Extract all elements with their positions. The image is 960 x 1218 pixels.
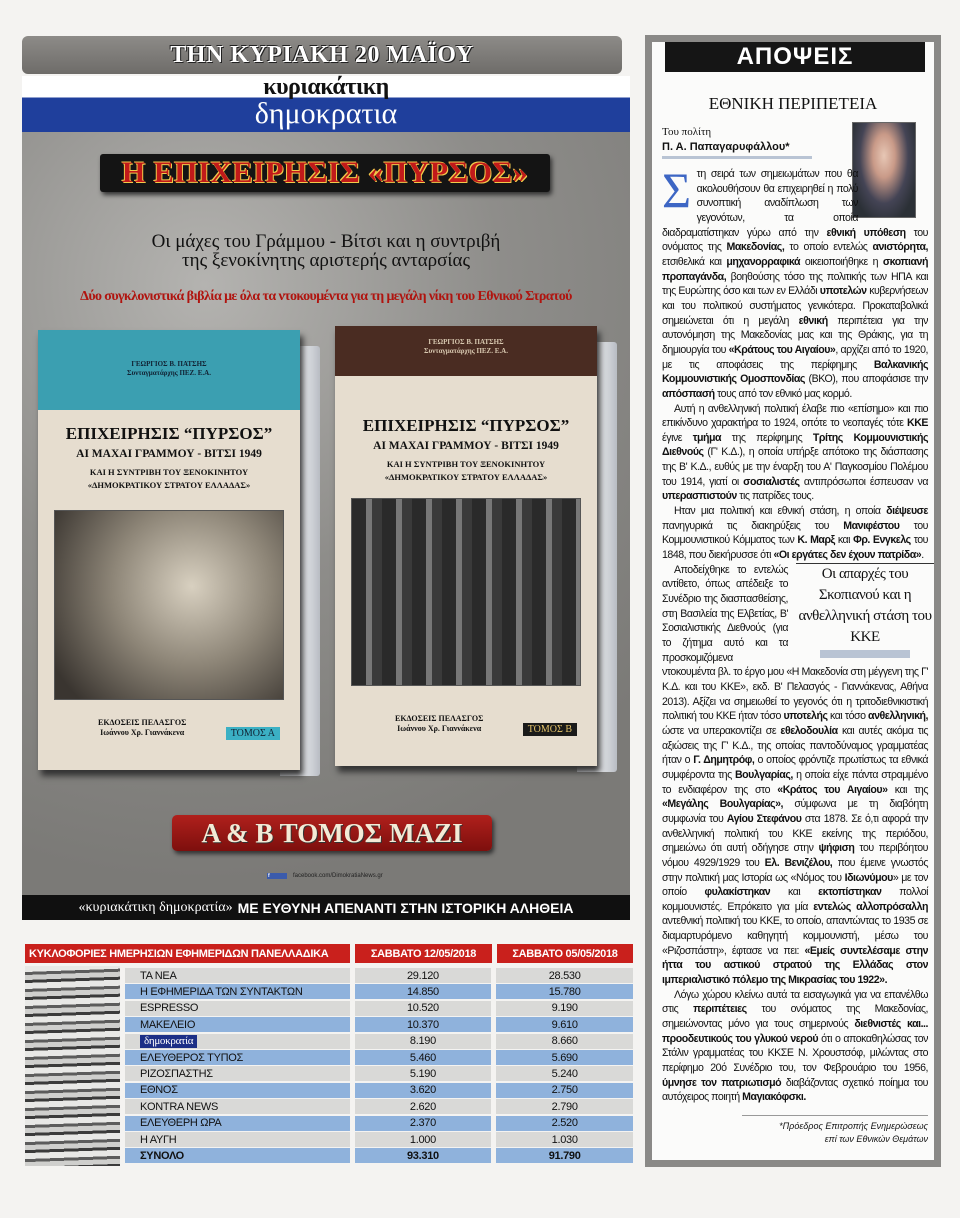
book-cover-volume-b (335, 326, 597, 766)
newspaper-name-text: ΕΛΕΥΘΕΡΗ ΩΡΑ (140, 1117, 222, 1130)
newspaper-name-text: ΕΘΝΟΣ (140, 1084, 178, 1097)
article-paragraph (662, 162, 929, 402)
body-text: στα 1878. Σε ό,τι αφορά την ανθελληνική πολιτική του ΚΚΕ εκείνης της περιόδου, σημειώνω ότι αυτή οδήγησε στην (662, 812, 928, 855)
ad-subtitle (22, 232, 630, 270)
emphasis-text: Βαλκανικής Κομμουνιστικής Ομοσπονδίας (662, 358, 928, 386)
circulation-value-date1 (355, 984, 492, 999)
facebook-link[interactable] (267, 873, 383, 879)
body-text: της περίφημης (721, 431, 813, 444)
emphasis-text: Ελ. Βενιζέλου, (764, 856, 833, 869)
body-text: Λόγω χώρου κλείνω αυτά τα εισαγωγικά για να επανέλθω στις (662, 988, 928, 1016)
book-subtitle: ΑΙ ΜΑΧΑΙ ΓΡΑΜΜΟΥ - ΒΙΤΣΙ 1949 (76, 448, 262, 460)
circulation-value-date1-text: 5.190 (409, 1067, 436, 1080)
circulation-value-date2 (496, 1066, 633, 1081)
publisher-name: ΕΚΔΟΣΕΙΣ ΠΕΛΑΣΓΟΣ (98, 718, 187, 727)
newspaper-name (125, 1148, 350, 1163)
newspaper-name-text: ESPRESSO (140, 1002, 199, 1015)
circulation-value-date1 (355, 1001, 492, 1016)
circulation-value-date1 (355, 1132, 492, 1147)
book-subtitle: ΑΙ ΜΑΧΑΙ ΓΡΑΜΜΟΥ - ΒΙΤΣΙ 1949 (373, 440, 559, 452)
photo-wrap-spacer (858, 167, 928, 221)
circulation-value-date2 (496, 1148, 633, 1163)
body-text: τους από τον εθνικό μας κορμό. (714, 387, 852, 400)
table-row (125, 1148, 633, 1163)
newspaper-stack-image (25, 966, 120, 1166)
emphasis-text: Αγίου Στεφάνου (726, 812, 802, 825)
emphasis-text: μηχανορραφικά (726, 255, 801, 268)
drop-cap: Σ (662, 162, 691, 218)
emphasis-text: ΚΚΕ (907, 417, 928, 430)
emphasis-text: «Κράτος του Αιγαίου» (777, 783, 888, 796)
body-text: και τόσο (827, 710, 869, 723)
emphasis-text: Μακεδονίας, (726, 241, 785, 254)
book-author: ΓΕΩΡΓΙΟΣ Β. ΠΑΤΣΗΣ (131, 360, 207, 368)
footnote-line1: *Πρόεδρος Επιτροπής Ενημερώσεως (779, 1121, 928, 1131)
circulation-value-date1 (355, 1017, 492, 1032)
circulation-value-date2-text: 91.790 (548, 1149, 581, 1162)
newspaper-name (125, 984, 350, 999)
circulation-value-date1 (355, 1083, 492, 1098)
circulation-value-date2-text: 8.660 (551, 1035, 578, 1048)
circulation-value-date2 (496, 1116, 633, 1131)
body-text: του 1848, που διεκήρυσσε ότι (662, 534, 928, 562)
book-author-role: Συνταγματάρχης ΠΕΖ. Ε.Α. (424, 347, 508, 355)
body-text: τις πατρίδες τους. (736, 490, 814, 503)
circulation-value-date1-text: 10.370 (406, 1018, 439, 1031)
pull-quote (796, 563, 934, 658)
emphasis-text: σκοπιανή προπαγάνδα, (662, 255, 928, 283)
body-text: και (770, 886, 819, 899)
newspaper-name-text: ΜΑΚΕΛΕΙΟ (140, 1018, 196, 1031)
newspaper-name-text: ΡΙΖΟΣΠΑΣΤΗΣ (140, 1067, 213, 1080)
emphasis-text: «Κράτους του Αιγαίου» (728, 343, 836, 356)
newspaper-name-text: δημοκρατία (140, 1035, 197, 1048)
emphasis-text: υπερασπιστούν (662, 490, 737, 503)
section-header: ΑΠΟΨΕΙΣ (665, 42, 925, 72)
newspaper-name (125, 1017, 350, 1032)
battle-photo (54, 510, 284, 700)
body-text: ετσιθελικά και (662, 255, 727, 268)
emphasis-text: τμήμα (692, 431, 722, 444)
circulation-value-date2 (496, 968, 633, 983)
body-text: Αποδείχθηκε το εντελώς αντίθετο, όπως απέδειξε το Συνέδριο της διασπασθείσης, στη Βασιλεία της Ελβετίας, Β' Σοσιαλιστικής Διεθνούς (για το ζήτημα αυτό και τα προσκομιζόμενα ντοκουμέντα βλ. το έργο μου «Η Μακεδονία στη μέγγενη της Γ' Κ.Δ. και του ΚΚΕ», εκδ. Β' Πελασγός - Γιαννάκενας, Αθήνα 2013). Αξίζει να σημειωθεί το γεγονός ότι η τριτοδιεθνικιστική πολιτική του ΚΚΕ ήταν τόσο (662, 563, 928, 723)
author-footnote (742, 1115, 928, 1146)
circulation-value-date2 (496, 1001, 633, 1016)
body-text: του ονόματος της (662, 226, 928, 254)
body-text: που έμεινε γνωστός στην πολιτική μας Ιστορία ως «Νόμος του (662, 856, 928, 884)
newspaper-name (125, 1116, 350, 1131)
body-text: διαβάζοντας σχετικό ποίημα του αυτόχειρος ποιητή (662, 1076, 928, 1104)
emphasis-text: «Εμείς συντελέσαμε στην ήττα του αστικού στρατού της Ελλάδας στον ιμπεριαλιστικό πόλεμο της Μικρασίας του 1922». (662, 944, 928, 987)
date-banner-text: ΤΗΝ ΚΥΡΙΑΚΗ 20 ΜΑΪΟΥ (170, 41, 474, 68)
body-text: και αυτές ακόμα τις αξιώσεις της Γ' Κ.Δ., της οποίας παντοδύναμος γραμματέας ήταν ο (662, 724, 928, 767)
body-text: του περιβόητου νόμου 4929/1929 του (662, 842, 928, 869)
body-text: . (921, 549, 924, 562)
book-advertisement (22, 132, 630, 916)
emphasis-text: υποτελής (783, 710, 828, 723)
emphasis-text: Κ. Μαρξ (797, 534, 835, 547)
newspaper-name-text: Η ΕΦΗΜΕΡΙΔΑ ΤΩΝ ΣΥΝΤΑΚΤΩΝ (140, 985, 303, 998)
emphasis-text: ανιστόρητα, (872, 241, 928, 254)
book-cover-volume-a (38, 330, 300, 770)
body-text: έγινε (662, 431, 693, 444)
book-author: ΓΕΩΡΓΙΟΣ Β. ΠΑΤΣΗΣ (428, 338, 504, 346)
newspaper-name-text: Η ΑΥΓΗ (140, 1133, 177, 1146)
emphasis-text: Φρ. Ενγκελς (853, 534, 911, 547)
circulation-value-date1-text: 14.850 (406, 985, 439, 998)
body-text: κυβερνήσεων και του πολιτικού συστήματος γενικότερα. Προκαταβολικά σημειώνεται ότι η μεγάλη (662, 285, 928, 327)
circulation-value-date2 (496, 1099, 633, 1114)
table-row (125, 1001, 633, 1016)
newspaper-name (125, 968, 350, 983)
circulation-value-date2 (496, 1050, 633, 1065)
body-text: Ηταν μια πολιτική και εθνική στάση, η οποία (674, 505, 887, 518)
newspaper-name (125, 1132, 350, 1147)
cover (335, 326, 597, 766)
author-band (335, 326, 597, 376)
opinion-column (645, 35, 941, 1167)
newspaper-name (125, 1099, 350, 1114)
circulation-value-date2 (496, 1017, 633, 1032)
body-text: σύμφωνα με τη διαβόητη συμφωνία του (662, 798, 928, 825)
book-author-role: Συνταγματάρχης ΠΕΖ. Ε.Α. (127, 369, 211, 377)
circulation-value-date1 (355, 1034, 492, 1049)
logo-line2: δημοκρατια (254, 97, 398, 130)
newspaper-name (125, 1001, 350, 1016)
author-name: Π. Α. Παπαγαρυφάλλου* (662, 141, 812, 159)
article-body (662, 162, 932, 1146)
circulation-value-date2-text: 2.520 (551, 1117, 578, 1130)
ad-subtitle-line1: Οι μάχες του Γράμμου - Βίτσι και η συντριβή (151, 231, 501, 252)
book-title: ΕΠΙΧΕΙΡΗΣΙΣ “ΠΥΡΣΟΣ” (65, 424, 273, 443)
newspaper-name-text: ΕΛΕΥΘΕΡΟΣ ΤΥΠΟΣ (140, 1051, 244, 1064)
circulation-value-date1-text: 10.520 (406, 1002, 439, 1015)
circulation-value-date1 (355, 1066, 492, 1081)
circulation-value-date2-text: 5.690 (551, 1051, 578, 1064)
table-row (125, 1116, 633, 1131)
article-title: ΕΘΝΙΚΗ ΠΕΡΙΠΕΤΕΙΑ (708, 94, 878, 113)
circulation-value-date1 (355, 1148, 492, 1163)
emphasis-text: διεθνιστές και... προοδευτικούς του γλυκού νερού (662, 1018, 929, 1045)
cover (38, 330, 300, 770)
emphasis-text: εκτοπίστηκαν (818, 886, 882, 899)
emphasis-text: «Οι εργάτες δεν έχουν πατρίδα» (773, 549, 922, 562)
body-text: η οποία είχε πάντα στραμμένο το ενδιαφέρον της στο (662, 768, 929, 796)
table-row (125, 1034, 633, 1049)
circulation-value-date2-text: 2.750 (551, 1084, 578, 1097)
body-text: τη σειρά των σημειωμάτων που θα ακολουθήσουν θα επιχειρηθεί η πολύ συνοπτική αναδίπλωση των γεγονότων, τα οποία διαδραματίστηκαν γύρω από την (662, 168, 858, 239)
circulation-value-date2-text: 1.030 (551, 1133, 578, 1146)
circulation-value-date2 (496, 1132, 633, 1147)
date-banner (22, 36, 622, 74)
book-line4-text: «ΔΗΜΟΚΡΑΤΙΚΟΥ ΣΤΡΑΤΟΥ ΕΛΛΑΔΑΣ» (384, 472, 548, 482)
emphasis-text: Γ. Δημητρόφ, (693, 754, 755, 767)
circulation-value-date1 (355, 1050, 492, 1065)
table-row (125, 968, 633, 983)
volume-label: ΤΟΜΟΣ Α (226, 727, 280, 740)
pull-quote-text: Οι απαρχές του Σκοπιανού και η ανθελληνική στάση του ΚΚΕ (798, 565, 932, 645)
body-text: οικειοποιήθηκε η (800, 255, 883, 268)
officers-photo (351, 498, 581, 686)
circulation-table (25, 944, 633, 1166)
publisher-name: ΕΚΔΟΣΕΙΣ ΠΕΛΑΣΓΟΣ (395, 714, 484, 723)
publisher-owner: Ιωάννου Χρ. Γιαννάκενα (397, 724, 482, 733)
circulation-value-date2-text: 2.790 (551, 1100, 578, 1113)
emphasis-text: Ιδιωνύμου (844, 871, 893, 884)
facebook-icon: f (267, 873, 287, 879)
ad-subtitle-line2: της ξενοκίνητης αριστερής ανταρσίας (182, 250, 470, 271)
circulation-value-date1-text: 5.460 (409, 1051, 436, 1064)
table-row (125, 1083, 633, 1098)
circulation-value-date1-text: 93.310 (406, 1149, 439, 1162)
body-text: ότι ο αποκαθηλώσας τον Στάλιν γραμματέας του ΚΚΣΕ Ν. Χρουστσόφ, μιλώντας στο περίφημο 20ό Συνέδριο του, τον Φεβρουάριο του 1956, (662, 1032, 928, 1075)
emphasis-text: ψήφιση (818, 842, 855, 855)
slogan-bar (22, 895, 630, 920)
circulation-value-date2-text: 28.530 (548, 969, 581, 982)
body-text: πολλοί κομμουνιστές. Επρόκειτο για μία (662, 886, 928, 913)
circulation-value-date2-text: 9.190 (551, 1002, 578, 1015)
emphasis-text: «Μεγάλης Βουλγαρίας», (662, 798, 783, 811)
newspaper-name-text: KONTRA NEWS (140, 1100, 218, 1113)
newspaper-name (125, 1050, 350, 1065)
circulation-value-date1-text: 1.000 (409, 1133, 436, 1146)
circulation-value-date2 (496, 984, 633, 999)
body-text: περιπέτεια για την αυτονόμηση της Μακεδονίας μας και της Θράκης, για τη δημιουργία του (662, 314, 929, 356)
circulation-value-date1 (355, 1116, 492, 1131)
book-line3 (38, 466, 300, 492)
footnote-line2: επί των Εθνικών Θεμάτων (824, 1134, 928, 1144)
volume-label: ΤΟΜΟΣ Β (523, 723, 577, 736)
emphasis-text: Μαγιακόφσκι. (742, 1091, 806, 1104)
body-text: βοηθούσης τόσο της πολιτικής των ΗΠΑ και της Ευρώπης όσο και των εν Ελλάδι (662, 270, 928, 298)
body-text: (Γ' Κ.Δ.), η οποία υπήρξε απότοκο της διάσπασης της Β' Κ.Δ., ευθύς με την έναρξη του Α' Παγκοσμίου Πολέμου του 1914, γιατί οι (662, 446, 928, 488)
newspaper-name-text: ΣΥΝΟΛΟ (140, 1149, 184, 1162)
article-paragraph (662, 988, 928, 1105)
body-text: και της (887, 783, 928, 796)
newspaper-name-text: ΤΑ ΝΕΑ (140, 969, 177, 982)
slogan-brand: «κυριακάτικη δημοκρατία» (78, 899, 233, 915)
book-line4-text: «ΔΗΜΟΚΡΑΤΙΚΟΥ ΣΤΡΑΤΟΥ ΕΛΛΑΔΑΣ» (87, 480, 251, 490)
body-text: Αυτή η ανθελληνική πολιτική έλαβε πιο «επίσημο» και πιο επικίνδυνο χαρακτήρα το 1924, οπότε το νεοπαγές τότε (662, 402, 928, 430)
circulation-value-date2 (496, 1034, 633, 1049)
body-text: αντεθνική πολιτική του ΚΚΕ, το οποίο, απαντώντας το 1935 σε διαμαρτυρόμενο καθηγητή κομμουνιστή, μέσω του «Ριζοσπάστη», έφτασε να πει: (662, 915, 928, 957)
body-text: (ΒΚΟ), που αποφάσισε την (804, 373, 929, 386)
book-publisher (395, 714, 483, 734)
newspaper-name (125, 1066, 350, 1081)
circulation-value-date1 (355, 1099, 492, 1114)
slogan-text: ΜΕ ΕΥΘΥΝΗ ΑΠΕΝΑΝΤΙ ΣΤΗΝ ΙΣΤΟΡΙΚΗ ΑΛΗΘΕΙΑ (237, 899, 574, 916)
book-line3-text: ΚΑΙ Η ΣΥΝΤΡΙΒΗ ΤΟΥ ΞΕΝΟΚΙΝΗΤΟΥ (89, 467, 249, 477)
publisher-owner: Ιωάννου Χρ. Γιαννάκενα (100, 728, 185, 737)
article-paragraph (662, 402, 928, 505)
circulation-value-date1-text: 8.190 (409, 1035, 436, 1048)
table-row (125, 1017, 633, 1032)
newspaper-name (125, 1083, 350, 1098)
emphasis-text: εθελοδουλία (780, 724, 838, 737)
emphasis-text: εθνική υπόθεση (826, 226, 906, 239)
circulation-value-date1-text: 3.620 (409, 1084, 436, 1097)
ad-title: Η ΕΠΙΧΕΙΡΗΣΙΣ «ΠΥΡΣΟΣ» (100, 154, 550, 192)
emphasis-text: εθνική (798, 314, 828, 327)
newspaper-name (125, 1034, 350, 1049)
body-text: πανηγυρικά τις διακηρύξεις του (662, 519, 844, 532)
book-publisher (98, 718, 186, 738)
book-line3 (335, 458, 597, 484)
emphasis-text: απόσπασή (662, 387, 715, 400)
circulation-value-date2-text: 9.610 (551, 1018, 578, 1031)
emphasis-text: υποτελών (819, 285, 867, 298)
body-text: το οποίο εντελώς (784, 241, 873, 254)
facebook-url: facebook.com/DimokratiaNews.gr (293, 873, 383, 879)
emphasis-text: Βουλγαρίας, (734, 768, 793, 781)
table-row (125, 984, 633, 999)
emphasis-text: διέψευσε (886, 505, 928, 518)
body-text: του Κομμουνιστικού Κόμματος των (662, 519, 928, 547)
circulation-value-date1-text: 29.120 (406, 969, 439, 982)
circulation-value-date2-text: 5.240 (551, 1067, 578, 1080)
newspaper-logo (22, 76, 630, 132)
logo-line1: κυριακάτικη (263, 74, 389, 100)
column-header-date2: ΣΑΒΒΑΤΟ 05/05/2018 (497, 944, 633, 963)
table-row (125, 1132, 633, 1147)
book-title: ΕΠΙΧΕΙΡΗΣΙΣ “ΠΥΡΣΟΣ” (362, 416, 570, 435)
table-title: ΚΥΚΛΟΦΟΡΙΕΣ ΗΜΕΡΗΣΙΩΝ ΕΦΗΜΕΡΙΔΩΝ ΠΑΝΕΛΛΑΔΙΚΑ (25, 944, 350, 963)
body-text: , αρχίζει από το 1920, με τις αποφάσεις της περίφημης (662, 343, 928, 371)
emphasis-text: σοσιαλιστές (743, 475, 800, 488)
body-text: ο οποίος φρόντιζε πρωτίστως τα εθνικά συμφέροντα της (662, 754, 929, 781)
article-paragraph (662, 563, 932, 988)
body-text: ώστε να υπερακοντίζει σε (662, 724, 781, 737)
emphasis-text: Τρίτης Κομμουνιστικής Διεθνούς (662, 431, 928, 459)
ad-tagline: Δύο συγκλονιστικά βιβλία με όλα τα ντοκουμέντα για τη μεγάλη νίκη του Εθνικού Στρατού (80, 289, 572, 304)
emphasis-text: περιπέτειες (693, 1003, 747, 1016)
emphasis-text: εντελώς αλλοπρόσαλλη (813, 900, 929, 913)
emphasis-text: φυλακίστηκαν (704, 886, 771, 899)
article-paragraph (662, 504, 928, 563)
both-volumes-banner: Α & Β ΤΟΜΟΣ ΜΑΖΙ (172, 815, 492, 851)
body-text: » με τον οποίο (662, 871, 928, 899)
body-text: του ονόματος της Μακεδονίας, σημειώνοντας μόνο για τους σημερινούς (662, 1003, 928, 1031)
body-text: και (834, 534, 854, 547)
table-row (125, 1099, 633, 1114)
circulation-value-date1 (355, 968, 492, 983)
emphasis-text: ύμνησε τον πατριωτισμό (662, 1076, 782, 1089)
circulation-value-date1-text: 2.370 (409, 1117, 436, 1130)
author-band (38, 330, 300, 410)
table-row (125, 1050, 633, 1065)
byline-prefix: Του πολίτη (662, 126, 712, 138)
book-line3-text: ΚΑΙ Η ΣΥΝΤΡΙΒΗ ΤΟΥ ΞΕΝΟΚΙΝΗΤΟΥ (386, 459, 546, 469)
circulation-value-date1-text: 2.620 (409, 1100, 436, 1113)
circulation-value-date2 (496, 1083, 633, 1098)
table-row (125, 1066, 633, 1081)
column-header-date1: ΣΑΒΒΑΤΟ 12/05/2018 (355, 944, 492, 963)
pull-quote-rule (820, 650, 910, 658)
circulation-value-date2-text: 15.780 (548, 985, 581, 998)
emphasis-text: Μανιφέστου (843, 519, 900, 532)
body-text: αντιπρόσωποι έσπευσαν να (799, 475, 928, 488)
emphasis-text: ανθελληνική, (868, 710, 928, 723)
